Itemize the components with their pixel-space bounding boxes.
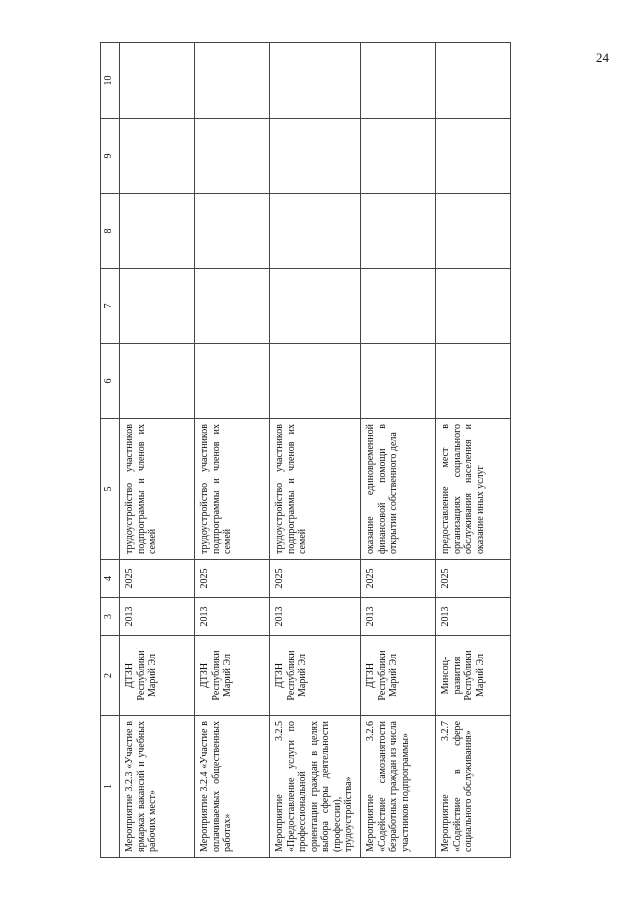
empty-cell <box>120 43 195 119</box>
table-row <box>436 43 511 858</box>
empty-cell <box>270 43 361 119</box>
header-cell: 9 <box>101 119 120 194</box>
empty-cell <box>436 119 511 194</box>
executor-cell: ДТЗН Республики Марий Эл <box>195 636 270 716</box>
header-cell: 6 <box>101 344 120 419</box>
result-cell: трудоустройство участников подпрограммы и членов их семей <box>195 419 270 560</box>
end-year-cell: 2025 <box>436 560 511 598</box>
result-cell: оказание единовременной финансовой помощи в открытии собственного дела <box>361 419 436 560</box>
empty-cell <box>120 344 195 419</box>
activity-name-cell: Мероприятие 3.2.5 «Предоставление услуги по профессиональной ориентации граждан в целях выбора сферы деятельности (профессии), трудоустройства» <box>270 716 361 858</box>
header-cell: 10 <box>101 43 120 119</box>
program-activities-table <box>100 42 511 858</box>
end-year-cell: 2025 <box>361 560 436 598</box>
header-cell: 4 <box>101 560 120 598</box>
start-year-cell: 2013 <box>270 598 361 636</box>
empty-cell <box>195 344 270 419</box>
executor-cell: ДТЗН Республики Марий Эл <box>361 636 436 716</box>
empty-cell <box>270 269 361 344</box>
empty-cell <box>270 119 361 194</box>
empty-cell <box>195 43 270 119</box>
start-year-cell: 2013 <box>436 598 511 636</box>
table-row <box>120 43 195 858</box>
empty-cell <box>120 119 195 194</box>
empty-cell <box>195 194 270 269</box>
empty-cell <box>361 194 436 269</box>
header-cell: 8 <box>101 194 120 269</box>
start-year-cell: 2013 <box>120 598 195 636</box>
header-cell: 7 <box>101 269 120 344</box>
empty-cell <box>436 269 511 344</box>
table-row <box>361 43 436 858</box>
table-row <box>195 43 270 858</box>
empty-cell <box>120 194 195 269</box>
result-cell: трудоустройство участников подпрограммы и членов их семей <box>120 419 195 560</box>
end-year-cell: 2025 <box>270 560 361 598</box>
header-cell: 5 <box>101 419 120 560</box>
empty-cell <box>195 119 270 194</box>
page-number: 24 <box>596 50 609 65</box>
empty-cell <box>436 194 511 269</box>
activity-name-cell: Мероприятие 3.2.6 «Содействие самозанятости безработных граждан из числа участников подпрограммы» <box>361 716 436 858</box>
empty-cell <box>361 269 436 344</box>
header-cell: 2 <box>101 636 120 716</box>
empty-cell <box>270 194 361 269</box>
empty-cell <box>120 269 195 344</box>
executor-cell: Минсоц-развития Республики Марий Эл <box>436 636 511 716</box>
activity-name-cell: Мероприятие 3.2.4 «Участие в оплачиваемых общественных работах» <box>195 716 270 858</box>
result-cell: предоставление мест в организациях социального обслуживания населения и оказание иных услуг <box>436 419 511 560</box>
header-cell: 3 <box>101 598 120 636</box>
empty-cell <box>270 344 361 419</box>
activity-name-cell: Мероприятие 3.2.7 «Содействие в сфере социального обслуживания» <box>436 716 511 858</box>
empty-cell <box>436 344 511 419</box>
end-year-cell: 2025 <box>120 560 195 598</box>
header-row <box>101 43 120 858</box>
empty-cell <box>436 43 511 119</box>
empty-cell <box>361 119 436 194</box>
activity-name-cell: Мероприятие 3.2.3 «Участие в ярмарках вакансий и учебных рабочих мест» <box>120 716 195 858</box>
empty-cell <box>361 344 436 419</box>
executor-cell: ДТЗН Республики Марий Эл <box>270 636 361 716</box>
rotated-table-container <box>100 43 630 858</box>
start-year-cell: 2013 <box>361 598 436 636</box>
empty-cell <box>361 43 436 119</box>
executor-cell: ДТЗН Республики Марий Эл <box>120 636 195 716</box>
end-year-cell: 2025 <box>195 560 270 598</box>
header-cell: 1 <box>101 716 120 858</box>
table-row <box>270 43 361 858</box>
result-cell: трудоустройство участников подпрограммы и членов их семей <box>270 419 361 560</box>
start-year-cell: 2013 <box>195 598 270 636</box>
empty-cell <box>195 269 270 344</box>
